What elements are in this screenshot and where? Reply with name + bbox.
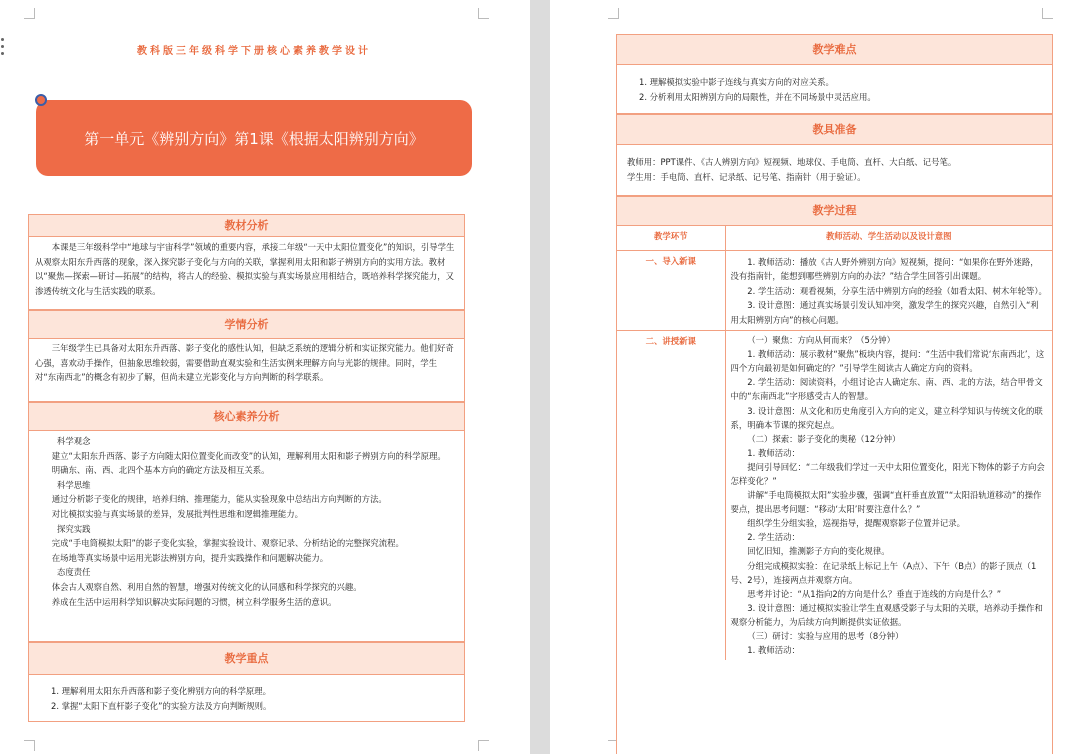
section-body — [29, 339, 464, 387]
literacy-line: 通过分析影子变化的规律，培养归纳、推理能力，能从实验现象中总结出方向判断的方法。 — [51, 494, 387, 505]
activity-line: 3. 设计意图：从文化和历史角度引入方向的定义，建立科学知识与传统文化的联系，明确本节课的探究起点。 — [730, 405, 1043, 430]
section-title: 教具准备 — [617, 115, 1052, 145]
document-header: 教科版三年级科学下册核心素养教学设计 — [137, 46, 371, 57]
activity-line: 思考并讨论：“从1指向2的方向是什么？垂直于连线的方向是什么？” — [747, 588, 1002, 599]
literacy-line: 明确东、南、西、北四个基本方向的确定方法及相互关系。 — [51, 465, 270, 476]
literacy-line: 对比模拟实验与真实场景的差异，发展批判性思维和逻辑推理能力。 — [51, 508, 304, 519]
table-header-row — [617, 226, 1052, 251]
column-header-activities: 教师活动、学生活动以及设计意图 — [725, 226, 1052, 251]
section-body — [29, 431, 464, 611]
section-core-literacy — [28, 402, 465, 642]
key-point-item: 2. 掌握“太阳下直杆影子变化”的实验方法及方向判断规则。 — [51, 700, 272, 711]
section-teaching-process — [616, 196, 1053, 754]
section-title: 核心素养分析 — [29, 403, 464, 431]
paragraph: 本课是三年级科学中“地球与宇宙科学”领域的重要内容，承接二年级“一天中太阳位置变化”的知识，引导学生从观察太阳东升西落的现象，深入探究影子变化与方向的关联，掌握利用太阳和影子辨别方向的实用方法。教材以“聚焦—探索—研讨—拓展”的结构，将古人的经验、模拟实验与真实场景应用相结合，既培养科学探究能力，又渗透传统文化与生活实践的联系。 — [35, 242, 455, 296]
literacy-line: 养成在生活中运用科学知识解决实际问题的习惯，树立科学服务生活的意识。 — [51, 596, 337, 607]
crop-mark — [1042, 8, 1053, 19]
activity-line: 2. 学生活动：观看视频，分享生活中辨别方向的经验（如看太阳、树木年轮等）。 — [747, 285, 1047, 296]
lesson-title-banner — [36, 100, 472, 176]
key-point-item: 1. 理解利用太阳东升西落和影子变化辨别方向的科学原理。 — [51, 686, 272, 696]
section-title: 教学重点 — [29, 643, 464, 675]
literacy-line: 建立“太阳东升西落、影子方向随太阳位置变化而改变”的认知，理解利用太阳和影子辨别方向的科学原理。 — [51, 450, 446, 461]
crop-mark — [608, 8, 619, 19]
lesson-title: 第一单元《辨别方向》第1课《根据太阳辨别方向》 — [84, 129, 424, 148]
activity-line: 提问引导回忆：“二年级我们学过一天中太阳位置变化，阳光下物体的影子方向会怎样变化？” — [730, 461, 1045, 486]
literacy-line: 完成“手电筒模拟太阳”的影子变化实验，掌握实验设计、观察记录、分析结论的完整探究流程。 — [51, 538, 404, 549]
activity-line: 1. 教师活动：展示教材“聚焦”板块内容，提问：“生活中我们常说‘东南西北’，这四个方向最初是如何确定的？”引导学生阅读古人确定方向的资料。 — [730, 349, 1045, 374]
process-table — [617, 225, 1052, 660]
section-title: 教学过程 — [617, 197, 1052, 225]
section-material-analysis — [28, 214, 465, 310]
activity-subheading: （一）聚焦：方向从何而来？（5分钟） — [747, 335, 895, 346]
activity-line: 组织学生分组实验，巡视指导，提醒观察影子位置并记录。 — [747, 518, 966, 529]
aids-item: 学生用：手电筒、直杆、记录纸、记号笔、指南针（用于验证）。 — [627, 171, 866, 182]
activity-line: 2. 学生活动：阅读资料，小组讨论古人确定东、南、西、北的方法，结合甲骨文中的“东南西北”字形感受古人的智慧。 — [730, 377, 1043, 402]
stage-name: 一、导入新课 — [617, 251, 725, 331]
activity-line: 讲解“手电筒模拟太阳”实验步骤，强调“直杆垂直放置”“太阳沿轨道移动”的操作要点，提出思考问题：“移动‘太阳’时要注意什么？” — [730, 490, 1042, 515]
difficulty-item: 2. 分析利用太阳辨别方向的局限性，并在不同场景中灵活应用。 — [639, 91, 876, 102]
crop-mark — [478, 740, 489, 751]
shape-handle-icon[interactable] — [35, 94, 47, 106]
page-gutter — [530, 0, 550, 754]
literacy-line: 在场地等真实场景中运用光影法辨别方向，提升实践操作和问题解决能力。 — [51, 552, 329, 563]
crop-mark — [24, 8, 35, 19]
table-row — [617, 331, 1052, 661]
section-body — [29, 675, 464, 713]
activity-line: 1. 教师活动：播放《古人野外辨别方向》短视频，提问：“如果你在野外迷路，没有指南针，能想到哪些辨别方向的办法？”结合学生回答引出课题。 — [730, 257, 1039, 282]
activity-line: 1. 教师活动： — [747, 645, 800, 656]
section-body — [29, 237, 464, 300]
literacy-heading: 探究实践 — [57, 523, 91, 534]
section-teaching-aids — [616, 114, 1053, 196]
activity-line: 2. 学生活动： — [747, 532, 800, 543]
crop-mark — [478, 8, 489, 19]
section-title: 学情分析 — [29, 311, 464, 339]
activity-line: 1. 教师活动： — [747, 447, 800, 458]
activity-subheading: （二）探索：影子变化的奥秘（12分钟） — [747, 433, 901, 444]
stage-content — [725, 331, 1052, 661]
activity-line: 3. 设计意图：通过真实场景引发认知冲突，激发学生的探究兴趣，自然引入“利用太阳辨别方向”的核心问题。 — [730, 300, 1039, 325]
section-title: 教材分析 — [29, 215, 464, 237]
drag-handle-icon[interactable] — [0, 38, 6, 59]
table-row — [617, 251, 1052, 331]
section-title: 教学难点 — [617, 35, 1052, 65]
activity-subheading: （三）研讨：实验与应用的思考（8分钟） — [747, 631, 904, 641]
section-teaching-key-points — [28, 642, 465, 722]
document-page-right — [550, 0, 1080, 754]
activity-line: 3. 设计意图：通过模拟实验让学生直观感受影子与太阳的关联，培养动手操作和观察分析能力，为后续方向判断提供实证依据。 — [730, 602, 1043, 627]
activity-line: 回忆旧知，推测影子方向的变化规律。 — [747, 546, 890, 557]
crop-mark — [24, 740, 35, 751]
literacy-line: 体会古人观察自然、利用自然的智慧，增强对传统文化的认同感和科学探究的兴趣。 — [51, 581, 362, 592]
literacy-heading: 科学观念 — [57, 436, 91, 446]
stage-content — [725, 251, 1052, 331]
literacy-heading: 态度责任 — [57, 567, 91, 578]
activity-line: 分组完成模拟实验：在记录纸上标记上午（A点）、下午（B点）的影子顶点（1号、2号），连接两点并观察方向。 — [730, 560, 1037, 585]
difficulty-item: 1. 理解模拟实验中影子连线与真实方向的对应关系。 — [639, 77, 834, 87]
document-page-left — [0, 0, 530, 754]
aids-item: 教师用：PPT课件、《古人辨别方向》短视频、地球仪、手电筒、直杆、大白纸、记号笔。 — [627, 157, 957, 167]
section-body — [617, 145, 1052, 184]
section-learner-analysis — [28, 310, 465, 402]
section-body — [617, 65, 1052, 104]
column-header-stage: 教学环节 — [617, 226, 725, 251]
literacy-heading: 科学思维 — [57, 479, 91, 490]
paragraph: 三年级学生已具备对太阳东升西落、影子变化的感性认知，但缺乏系统的逻辑分析和实证探究能力。他们好奇心强，喜欢动手操作，但抽象思维较弱，需要借助直观实验和生活实例来理解方向与光影的规律。同时，学生对“东南西北”的概念有初步了解，但尚未建立光影变化与方向判断的科学联系。 — [35, 343, 454, 382]
section-teaching-difficulties — [616, 34, 1053, 114]
stage-name: 二、讲授新课 — [617, 331, 725, 661]
